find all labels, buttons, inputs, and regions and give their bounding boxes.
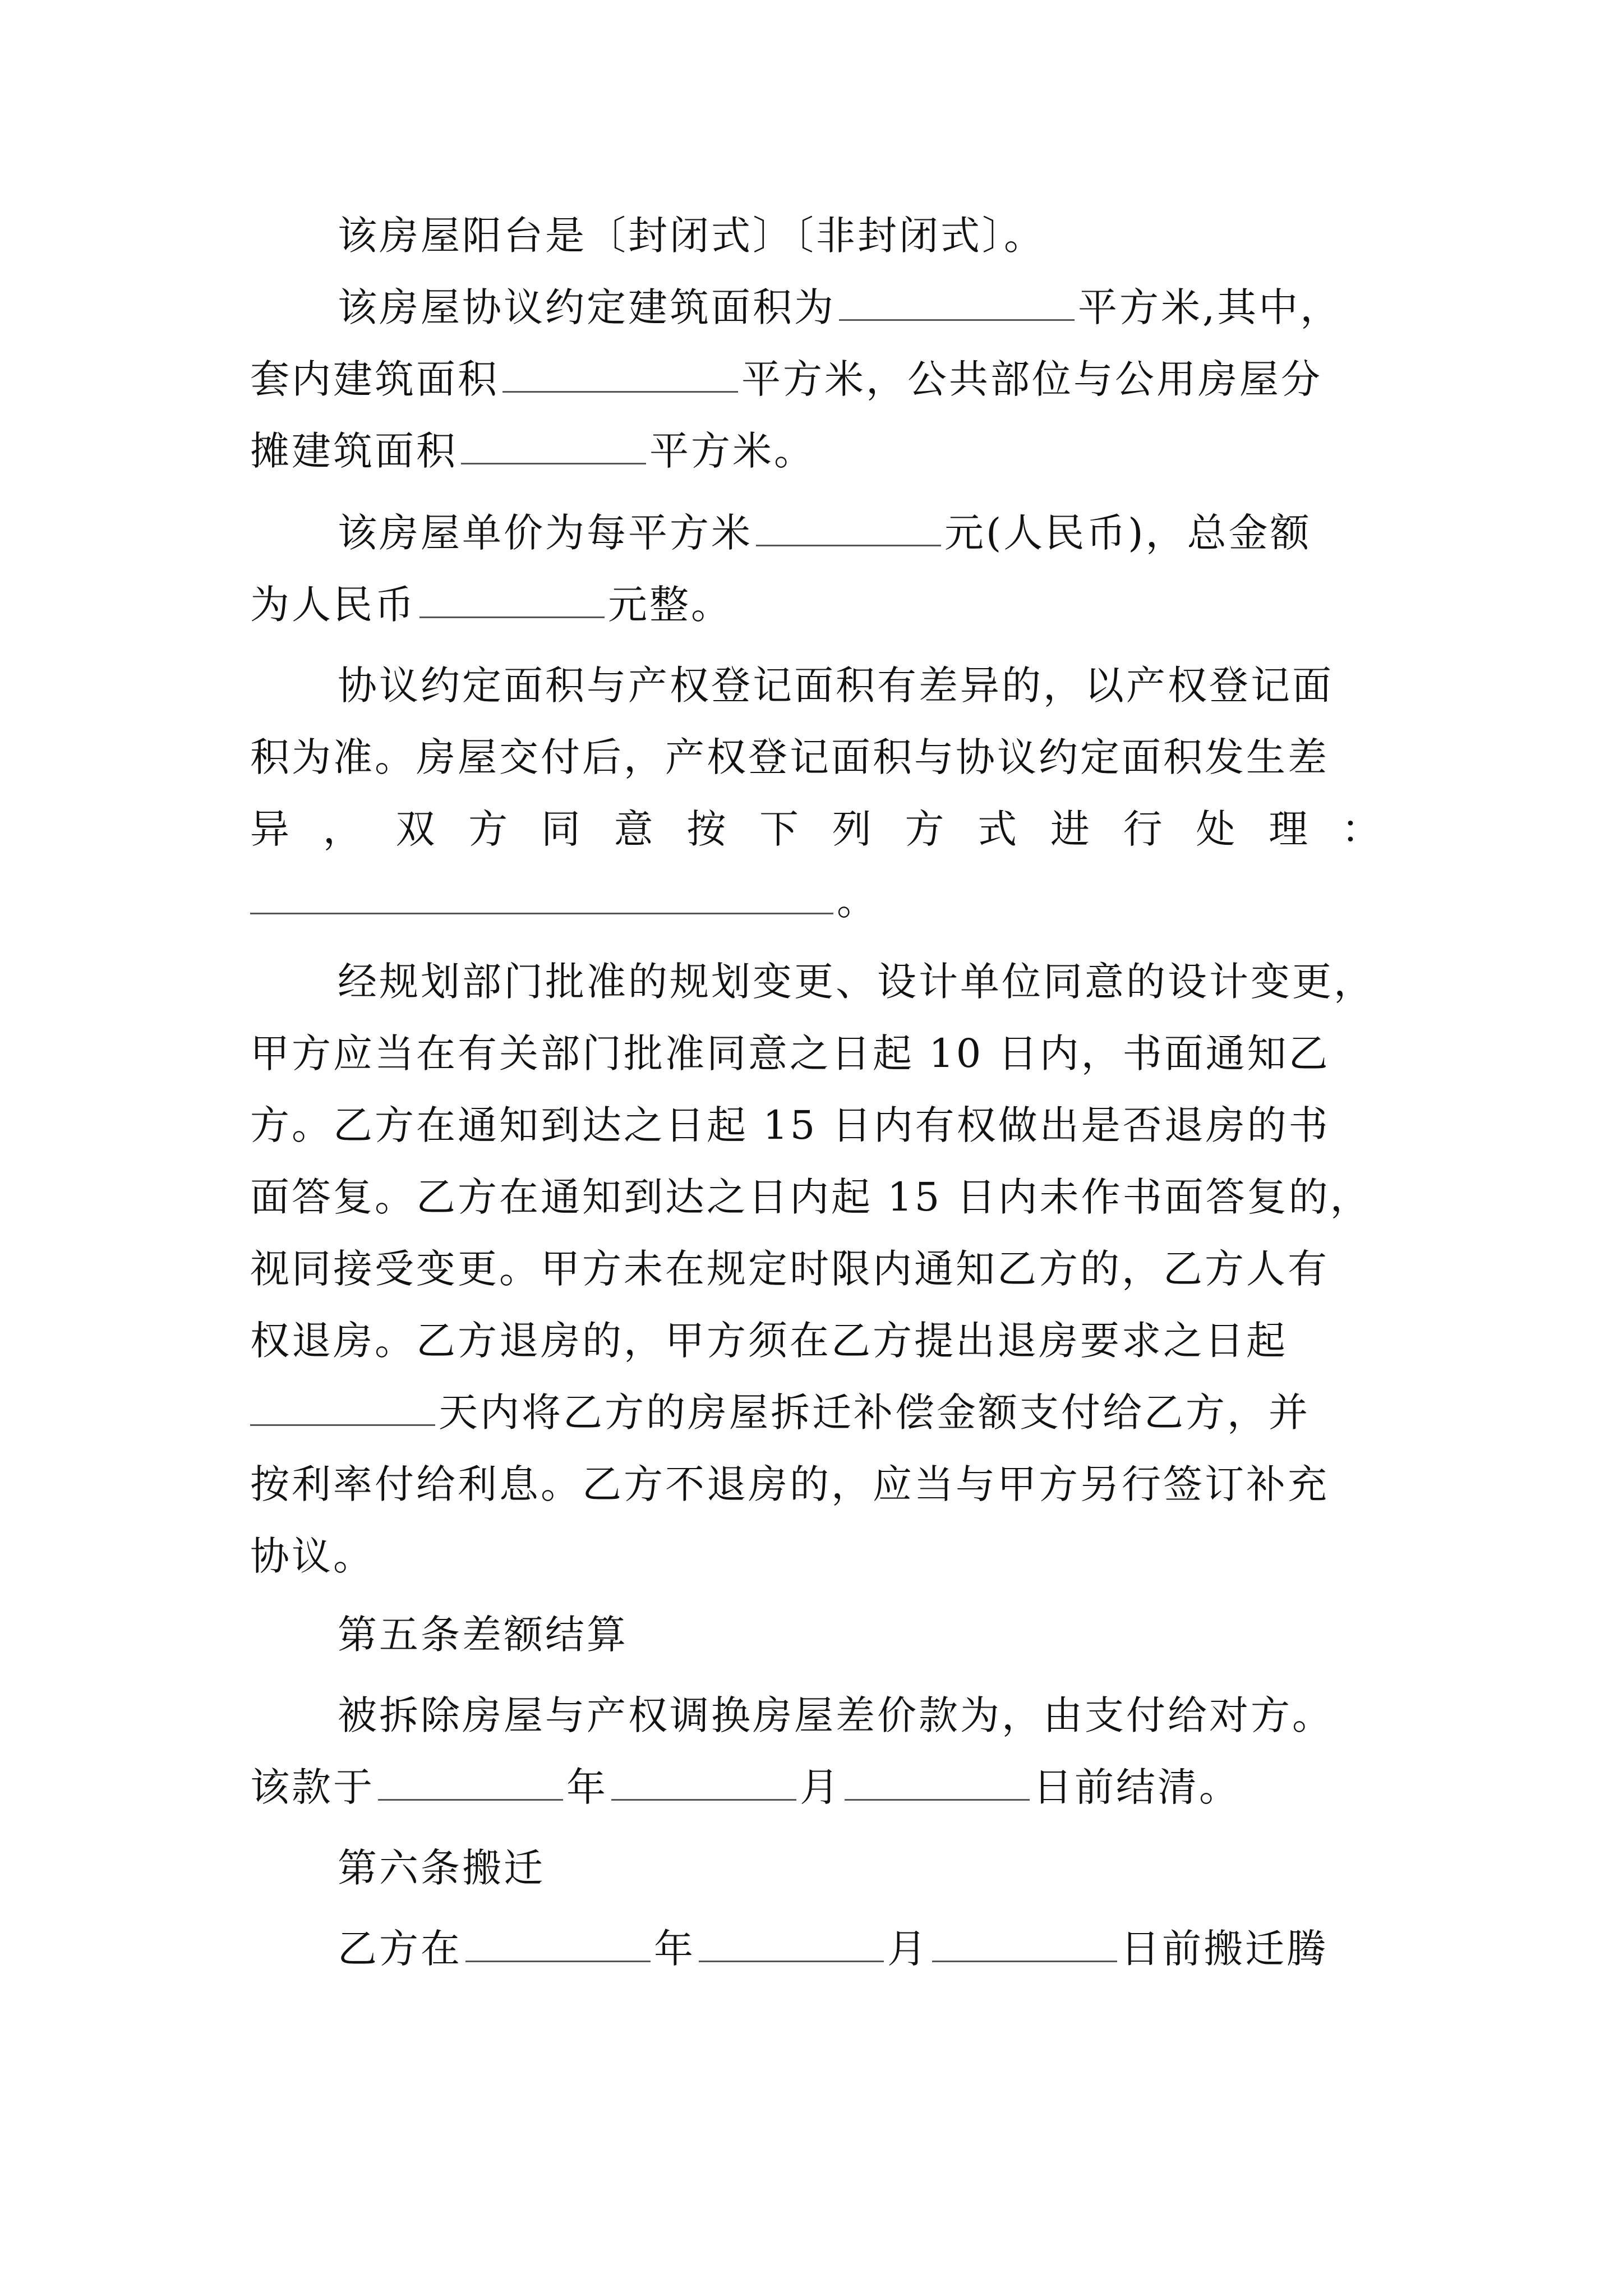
fill-blank[interactable] — [378, 1764, 563, 1801]
text-segment: 方。乙方在通知到达之日起 15 日内有权做出是否退房的书 — [250, 1102, 1330, 1148]
text-segment: 第五条差额结算 — [338, 1612, 628, 1658]
text-segment: 视同接受变更。甲方未在规定时限内通知乙方的，乙方人有 — [250, 1246, 1329, 1292]
fill-blank[interactable] — [502, 356, 738, 393]
fill-blank[interactable] — [699, 1926, 884, 1962]
text-segment: 面答复。乙方在通知到达之日内起 15 日内未作书面答复的， — [250, 1174, 1372, 1220]
text-segment: 协议。 — [250, 1533, 375, 1579]
text-segment: 协议约定面积与产权登记面积有差异的，以产权登记面 — [338, 662, 1334, 708]
text-segment: 元整。 — [608, 582, 732, 628]
paragraph-change-line-1 — [338, 954, 1375, 1010]
section-heading-5 — [338, 1607, 628, 1663]
paragraph-change-line-5 — [250, 1241, 1329, 1297]
text-char: 处 — [1196, 806, 1238, 852]
text-segment: 该房屋阳台是〔封闭式〕〔非封闭式〕。 — [338, 213, 1045, 259]
text-segment: 年 — [654, 1926, 695, 1972]
paragraph-area-line-2 — [250, 351, 1322, 407]
text-segment: 元(人民币)，总金额 — [944, 510, 1312, 556]
paragraph-diff-line-4 — [250, 873, 878, 929]
paragraph-settlement-line-1 — [338, 1687, 1334, 1743]
text-segment: 权退房。乙方退房的，甲方须在乙方提出退房要求之日起 — [250, 1318, 1288, 1364]
text-segment: 。 — [837, 878, 878, 924]
text-segment: 平方米,其中， — [1078, 284, 1342, 330]
paragraph-change-line-2 — [250, 1025, 1330, 1082]
text-char: 下 — [759, 806, 801, 852]
text-char: 方 — [468, 806, 510, 852]
paragraph-price-line-2 — [250, 577, 732, 633]
text-segment: 第六条搬迁 — [338, 1845, 545, 1891]
paragraph-diff-line-1 — [338, 657, 1334, 714]
text-segment: 甲方应当在有关部门批准同意之日起 10 日内，书面通知乙 — [250, 1030, 1330, 1076]
text-segment: 平方米，公共部位与公用房屋分 — [741, 356, 1322, 402]
text-segment: 日前搬迁腾 — [1121, 1926, 1328, 1972]
text-segment: 积为准。房屋交付后，产权登记面积与协议约定面积发生差 — [250, 734, 1329, 780]
text-segment: 月 — [800, 1764, 841, 1810]
text-char: 同 — [541, 806, 583, 852]
text-segment: 月 — [887, 1926, 929, 1972]
fill-blank[interactable] — [756, 510, 941, 546]
text-char: 式 — [978, 806, 1020, 852]
paragraph-diff-line-2 — [250, 729, 1329, 785]
paragraph-change-line-8 — [250, 1456, 1329, 1512]
paragraph-area-line-1 — [338, 279, 1341, 335]
paragraph-change-line-9 — [250, 1528, 375, 1584]
paragraph-area-line-3 — [250, 423, 815, 479]
text-segment: 被拆除房屋与产权调换房屋差价款为，由支付给对方。 — [338, 1692, 1334, 1738]
paragraph-balcony — [338, 208, 1045, 264]
paragraph-relocation-line-1 — [338, 1921, 1328, 1977]
fill-blank[interactable] — [611, 1764, 796, 1801]
text-segment: 套内建筑面积 — [250, 356, 499, 402]
text-char: 理 — [1269, 806, 1311, 852]
text-char: 方 — [905, 806, 947, 852]
paragraph-change-line-7 — [250, 1384, 1310, 1441]
text-char: 行 — [1123, 806, 1165, 852]
text-segment: 年 — [566, 1764, 608, 1810]
text-char: ， — [322, 806, 365, 852]
fill-blank[interactable] — [419, 582, 605, 618]
text-char: 按 — [686, 806, 728, 852]
text-segment: 天内将乙方的房屋拆迁补偿金额支付给乙方，并 — [439, 1389, 1310, 1435]
fill-blank[interactable] — [932, 1926, 1117, 1962]
text-segment: 该款于 — [250, 1764, 375, 1810]
paragraph-change-line-4 — [250, 1169, 1372, 1225]
text-segment: 为人民币 — [250, 582, 416, 628]
text-segment: 该房屋协议约定建筑面积为 — [338, 284, 836, 330]
fill-blank[interactable] — [465, 1926, 651, 1962]
fill-blank[interactable] — [845, 1764, 1030, 1801]
paragraph-price-line-1 — [338, 505, 1312, 561]
text-char: ： — [1341, 806, 1383, 852]
text-segment: 按利率付给利息。乙方不退房的，应当与甲方另行签订补充 — [250, 1461, 1329, 1507]
text-segment: 平方米。 — [649, 428, 815, 474]
text-char: 列 — [832, 806, 874, 852]
fill-blank[interactable] — [461, 428, 646, 464]
fill-blank[interactable] — [250, 1389, 435, 1426]
text-char: 异 — [250, 806, 292, 852]
fill-blank[interactable] — [250, 878, 833, 914]
paragraph-settlement-line-2 — [250, 1759, 1241, 1815]
text-char: 进 — [1050, 806, 1092, 852]
text-segment: 乙方在 — [338, 1926, 462, 1972]
paragraph-change-line-3 — [250, 1097, 1330, 1153]
section-heading-6 — [338, 1840, 545, 1896]
text-char: 双 — [395, 806, 437, 852]
text-segment: 经规划部门批准的规划变更、设计单位同意的设计变更， — [338, 959, 1375, 1005]
paragraph-change-line-6 — [250, 1313, 1288, 1369]
paragraph-diff-line-3 — [250, 801, 1383, 857]
text-segment: 该房屋单价为每平方米 — [338, 510, 753, 556]
text-char: 意 — [614, 806, 656, 852]
text-segment: 日前结清。 — [1033, 1764, 1241, 1810]
text-segment: 摊建筑面积 — [250, 428, 458, 474]
fill-blank[interactable] — [839, 284, 1075, 321]
